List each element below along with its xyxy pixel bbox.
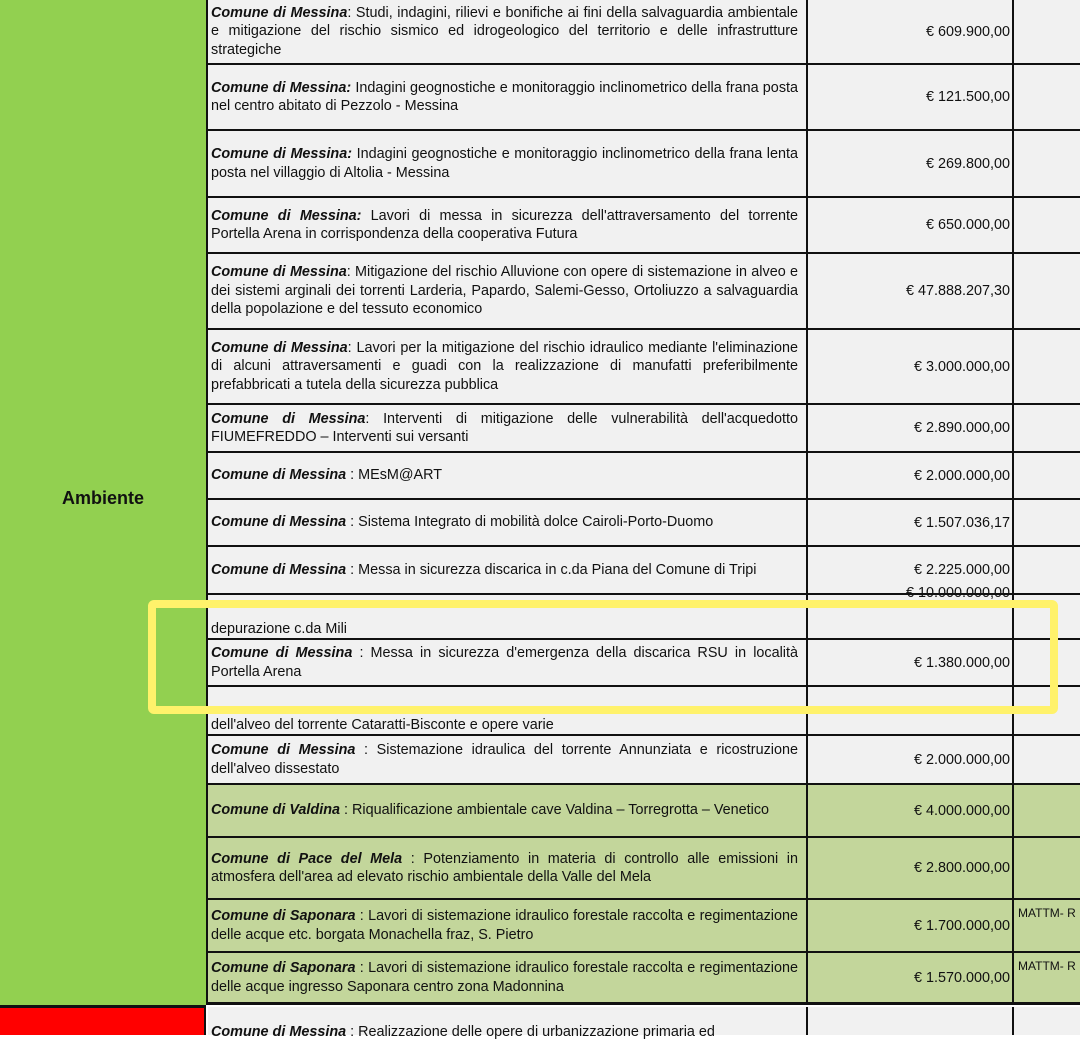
funding-source-cell	[1016, 1007, 1080, 1035]
amount-cell	[808, 838, 1014, 898]
entity-separator	[361, 208, 370, 224]
funding-source-cell	[1016, 0, 1080, 63]
amount-cell	[808, 453, 1014, 498]
table-row	[208, 1007, 1080, 1040]
table-row	[208, 785, 1080, 838]
entity-name: Comune di Messina	[211, 467, 347, 484]
project-text: Sistema Integrato di mobilità dolce Cairoli-Porto-Duomo	[358, 514, 714, 531]
description-text	[211, 801, 798, 820]
table-row	[208, 640, 1080, 687]
table-row	[208, 0, 1080, 65]
entity-separator: :	[365, 410, 384, 427]
funding-source-cell	[1016, 131, 1080, 196]
description-text	[211, 561, 798, 580]
entity-name: Comune di Messina	[211, 264, 347, 281]
entity-name: Comune di Messina:	[211, 79, 352, 96]
description-cell	[208, 595, 808, 638]
entity-separator: :	[352, 645, 371, 661]
description-text	[211, 339, 798, 395]
amount-cell	[808, 900, 1014, 951]
table-row	[208, 500, 1080, 547]
amount-value: € 121.500,00	[925, 89, 1010, 105]
table-row	[208, 405, 1080, 453]
description-cell	[208, 198, 808, 252]
description-text	[211, 466, 798, 485]
table-row	[208, 687, 1080, 736]
description-text	[211, 263, 798, 319]
funding-source-cell	[1016, 595, 1080, 638]
entity-separator: :	[346, 264, 356, 281]
amount-cell	[808, 687, 1014, 734]
amount-value: € 3.000.000,00	[913, 358, 1010, 375]
description-text	[211, 513, 798, 532]
description-text	[211, 410, 798, 447]
entity-name: Comune di Messina	[211, 1024, 347, 1040]
description-text	[211, 1023, 798, 1042]
entity-name: Comune di Saponara	[211, 960, 356, 976]
amount-value: € 10.000.000,00	[905, 585, 1010, 601]
description-cell	[208, 330, 808, 403]
amount-value: € 2.800.000,00	[913, 860, 1010, 876]
description-cell	[208, 953, 808, 1002]
table-row	[208, 453, 1080, 500]
entity-name: Comune di Saponara	[211, 908, 356, 924]
amount-value: € 2.890.000,00	[913, 420, 1010, 436]
entity-name: Comune di Messina:	[211, 146, 353, 162]
entity-separator: :	[346, 561, 359, 578]
amount-cell	[808, 198, 1014, 252]
description-cell	[208, 1007, 808, 1040]
amount-cell	[808, 330, 1014, 403]
description-cell	[208, 736, 808, 783]
amount-value: € 2.000.000,00	[913, 751, 1010, 768]
project-text: Interventi di mitigazione delle vulnerabilità dell'acquedotto FIUMEFREDDO – Interventi sui versanti	[211, 410, 798, 445]
entity-separator: :	[355, 960, 369, 976]
amount-value: € 1.507.036,17	[913, 514, 1010, 531]
project-text: Indagini geognostiche e monitoraggio inclinometrico della frana lenta posta nel villaggio di Altolia - Messina	[211, 146, 798, 181]
amount-cell	[808, 131, 1014, 196]
description-text	[211, 145, 798, 182]
table-row	[208, 900, 1080, 953]
entity-name: Comune di Messina	[211, 410, 366, 427]
entity-separator: :	[346, 514, 359, 531]
description-cell	[208, 254, 808, 328]
funding-source-cell	[1016, 687, 1080, 734]
project-text: Indagini geognostiche e monitoraggio inclinometrico della frana posta nel centro abitato di Pezzolo - Messina	[211, 79, 799, 114]
description-cell	[208, 0, 808, 63]
entity-separator: :	[355, 742, 377, 758]
entity-name: Comune di Valdina	[211, 802, 340, 819]
project-text: Potenziamento in materia di controllo alle emissioni in atmosfera dell'area ad elevato rischio ambientale della Valle del Mela	[211, 850, 798, 885]
funding-source-cell: MATTM- R	[1018, 906, 1076, 920]
project-text: dell'alveo del torrente Cataratti-Bisconte e opere varie	[211, 716, 554, 733]
amount-value: € 1.570.000,00	[913, 969, 1010, 986]
description-cell	[208, 640, 808, 685]
description-cell	[208, 785, 808, 836]
description-cell	[208, 405, 808, 451]
amount-value: € 2.000.000,00	[913, 467, 1010, 484]
amount-cell	[808, 953, 1014, 1002]
project-text: MEsM@ART	[358, 467, 443, 484]
entity-name: Comune di Messina	[211, 514, 347, 531]
entity-separator: :	[340, 802, 352, 819]
amount-cell	[808, 736, 1014, 783]
entity-name: Comune di Messina	[211, 645, 353, 661]
description-text	[211, 907, 798, 944]
description-cell	[208, 500, 808, 545]
amount-cell	[808, 785, 1014, 836]
table-row	[208, 131, 1080, 198]
project-text: Lavori di sistemazione idraulico forestale raccolta e regimentazione delle acque ingresso Saponara centro zona Madonnina	[211, 960, 798, 995]
amount-cell	[808, 405, 1014, 451]
amount-value: € 2.225.000,00	[913, 562, 1010, 578]
entity-name: Comune di Messina	[211, 4, 348, 21]
description-cell	[208, 687, 808, 734]
funding-source-cell	[1016, 198, 1080, 252]
funding-source-cell: MATTM- R	[1018, 959, 1076, 973]
description-text	[211, 741, 798, 778]
description-cell	[208, 453, 808, 498]
amount-value: € 1.700.000,00	[913, 917, 1010, 934]
description-cell	[208, 65, 808, 129]
amount-cell	[808, 65, 1014, 129]
next-category-cell	[0, 1005, 206, 1035]
entity-separator: :	[346, 467, 359, 484]
entity-separator: :	[346, 1024, 359, 1040]
amount-cell	[808, 1007, 1014, 1035]
project-text: Sistemazione idraulica del torrente Annunziata e ricostruzione dell'alveo dissestato	[211, 742, 799, 777]
category-label: Ambiente	[61, 488, 144, 508]
project-text: Riqualificazione ambientale cave Valdina – Torregrotta – Venetico	[352, 802, 770, 819]
amount-cell	[808, 585, 1014, 638]
description-text	[211, 4, 798, 60]
description-cell	[208, 547, 808, 593]
entity-name: Comune di Messina	[211, 561, 347, 578]
funding-source-cell	[1016, 65, 1080, 129]
amount-value: € 650.000,00	[925, 217, 1010, 233]
table-row	[208, 198, 1080, 254]
table-row	[208, 330, 1080, 405]
entity-separator: :	[347, 339, 357, 356]
project-text: Lavori per la mitigazione del rischio idraulico mediante l'eliminazione di alcuni attraversamenti e guadi con la realizzazione di manufatti preferibilmente prefabbricati a tutela della sicurezza pubblica	[211, 339, 799, 393]
project-text: Realizzazione delle opere di urbanizzazione primaria ed	[358, 1024, 715, 1040]
funding-source-cell	[1016, 405, 1080, 451]
description-text	[211, 79, 798, 116]
description-text	[211, 716, 798, 735]
amount-cell	[808, 254, 1014, 328]
funding-source-cell	[1016, 254, 1080, 328]
table-row	[208, 838, 1080, 900]
entity-separator: :	[402, 850, 424, 867]
table-row	[208, 254, 1080, 330]
table-row	[208, 736, 1080, 785]
funding-source-cell	[1016, 453, 1080, 498]
funding-source-cell	[1016, 330, 1080, 403]
description-text	[211, 207, 798, 244]
table-row	[208, 585, 1080, 640]
description-text	[211, 959, 798, 996]
amount-value: € 1.380.000,00	[913, 654, 1010, 671]
table-row	[208, 953, 1080, 1005]
amount-cell	[808, 0, 1014, 63]
description-cell	[208, 900, 808, 951]
amount-value: € 269.800,00	[925, 155, 1010, 172]
amount-cell	[808, 640, 1014, 685]
description-cell	[208, 838, 808, 898]
funding-source-cell	[1016, 785, 1080, 836]
entity-name: Comune di Messina	[211, 339, 348, 356]
amount-value: € 609.900,00	[925, 23, 1010, 40]
funding-source-cell	[1016, 736, 1080, 783]
description-text	[211, 644, 798, 681]
project-text: Messa in sicurezza discarica in c.da Piana del Comune di Tripi	[358, 561, 757, 578]
funding-source-cell	[1016, 500, 1080, 545]
project-text: depurazione c.da Mili	[211, 620, 347, 637]
project-text: Mitigazione del rischio Alluvione con opere di sistemazione in alveo e dei sistemi arginali dei torrenti Larderia, Papardo, Salemi-Gesso, Ortoliuzzo a salvaguardia della popolazione e del tessuto economico	[211, 264, 799, 318]
project-text: Lavori di messa in sicurezza dell'attraversamento del torrente Portella Arena in corrispondenza della cooperativa Futura	[211, 207, 798, 242]
entity-name: Comune di Messina	[211, 742, 356, 758]
funding-source-cell	[1016, 547, 1080, 593]
funding-source-cell	[1016, 640, 1080, 685]
project-text: Lavori di sistemazione idraulico forestale raccolta e regimentazione delle acque etc. borgata Monachella fraz, S. Pietro	[211, 908, 798, 943]
project-text: Studi, indagini, rilievi e bonifiche ai fini della salvaguardia ambientale e mitigazione del rischio sismico ed idrogeologico del territorio e delle infrastrutture strategiche	[211, 4, 799, 58]
funding-source-cell	[1016, 838, 1080, 898]
description-text	[211, 620, 798, 639]
amount-cell	[808, 500, 1014, 545]
entity-separator: :	[347, 4, 356, 21]
table-row	[208, 65, 1080, 131]
entity-name: Comune di Messina:	[211, 207, 362, 224]
entity-name: Comune di Pace del Mela	[211, 850, 403, 867]
description-cell	[208, 131, 808, 196]
description-text	[211, 850, 798, 887]
project-text: Messa in sicurezza d'emergenza della discarica RSU in località Portella Arena	[211, 645, 799, 680]
entity-separator: :	[355, 908, 369, 924]
amount-value: € 47.888.207,30	[905, 283, 1010, 299]
amount-value: € 4.000.000,00	[913, 802, 1010, 819]
